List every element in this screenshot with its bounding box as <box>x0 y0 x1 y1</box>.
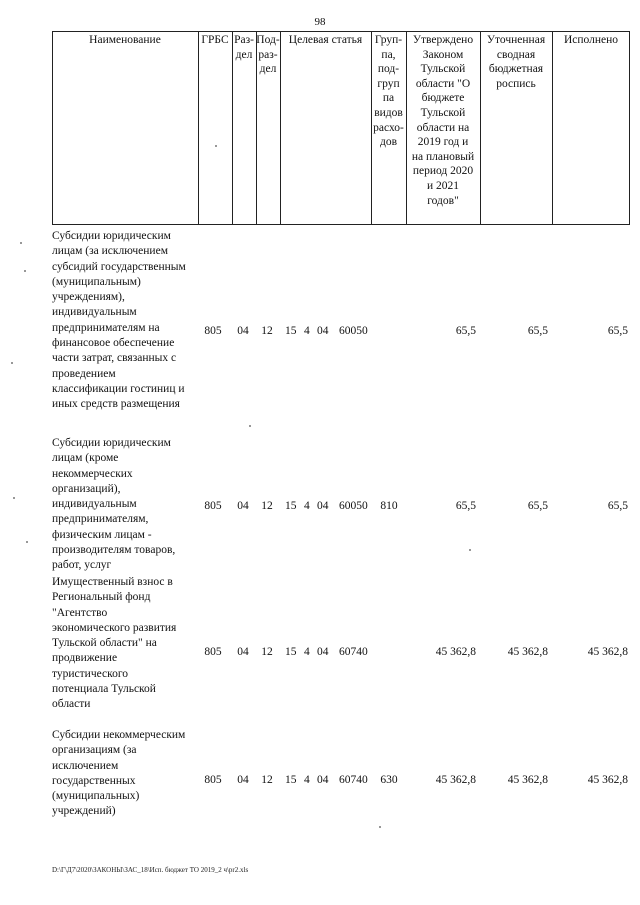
row-3-target-program: 15 <box>285 646 297 658</box>
row-name-line: области <box>52 698 91 711</box>
header-group-line: видов <box>374 106 403 119</box>
scan-speck <box>249 425 251 427</box>
row-3-target-event: 04 <box>317 646 329 658</box>
row-name-line: исключением <box>52 759 119 772</box>
row-3-executed: 45 362,8 <box>587 646 628 658</box>
row-4-razdel: 04 <box>237 774 249 786</box>
scan-speck <box>26 541 28 543</box>
row-name-line: предпринимателям на <box>52 321 160 334</box>
header-grbs: ГРБС <box>201 34 229 46</box>
row-name-line: части затрат, связанных с <box>52 352 177 365</box>
header-group-line: под- <box>377 63 400 76</box>
row-name-line: учреждений) <box>52 805 116 818</box>
row-2-razdel: 04 <box>237 500 249 512</box>
row-1-razdel: 04 <box>237 325 249 337</box>
header-approved-line: годов" <box>427 194 459 207</box>
row-name-line: предпринимателям, <box>52 513 149 526</box>
scan-speck <box>379 826 381 828</box>
row-4-target-event: 04 <box>317 774 329 786</box>
row-4-executed: 45 362,8 <box>587 774 628 786</box>
row-name-line: иных средств размещения <box>52 398 180 411</box>
header-group-line: расхо- <box>373 121 404 134</box>
header-approved-line: Тульской <box>420 63 466 76</box>
row-name-line: работ, услуг <box>52 559 112 572</box>
header-approved-line: на плановый <box>411 150 475 163</box>
row-1-target-program: 15 <box>285 325 297 337</box>
row-4-podrazdel: 12 <box>261 774 273 786</box>
row-2-approved: 65,5 <box>455 500 476 512</box>
header-razdel-line: дел <box>235 48 253 61</box>
row-2-podrazdel: 12 <box>261 500 273 512</box>
header-approved-line: Тульской <box>420 106 466 119</box>
row-name-line: потенциала Тульской <box>52 683 156 696</box>
row-1-name <box>52 229 200 413</box>
row-1-target-subprogram: 4 <box>304 325 310 337</box>
row-3-target-subprogram: 4 <box>304 646 310 658</box>
row-name-line: "Агентство <box>52 606 108 619</box>
header-approved-line: Законом <box>422 48 464 61</box>
row-2-refined: 65,5 <box>527 500 548 512</box>
header-approved-line: период 2020 <box>412 165 474 178</box>
row-name-line: Региональный фонд <box>52 591 151 604</box>
page-number: 98 <box>314 16 326 28</box>
header-approved-line: 2019 год и <box>417 136 469 149</box>
header-approved-line: Утверждено <box>412 34 474 46</box>
row-2-vid: 810 <box>380 500 398 512</box>
row-3-target-direction: 60740 <box>339 646 368 658</box>
header-group-line: па, <box>381 48 396 61</box>
row-name-line: производителям товаров, <box>52 544 176 557</box>
row-name-line: (муниципальных) <box>52 790 140 803</box>
header-razdel <box>232 33 256 62</box>
header-divider <box>280 31 281 224</box>
row-name-line: организаций), <box>52 482 121 495</box>
header-approved-line: бюджете <box>421 92 465 105</box>
row-name-line: индивидуальным <box>52 306 137 319</box>
row-3-name <box>52 575 200 713</box>
row-2-executed: 65,5 <box>607 500 628 512</box>
row-4-refined: 45 362,8 <box>507 774 548 786</box>
row-name-line: государственных <box>52 774 136 787</box>
header-group-line: па <box>382 92 395 105</box>
row-name-line: субсидий государственным <box>52 260 186 273</box>
row-name-line: (муниципальным) <box>52 275 141 288</box>
row-1-target-direction: 60050 <box>339 325 368 337</box>
row-name-line: физическим лицам - <box>52 528 152 541</box>
row-name-line: продвижение <box>52 652 118 665</box>
header-approved-line: и 2021 <box>426 179 460 192</box>
header-refined <box>480 33 552 91</box>
header-divider <box>552 31 553 224</box>
header-refined-line: роспись <box>496 77 536 90</box>
row-2-name <box>52 436 200 574</box>
header-target: Целевая статья <box>288 34 363 46</box>
header-podrazdel-line: Под- <box>256 34 280 46</box>
row-2-target-direction: 60050 <box>339 500 368 512</box>
row-name-line: Субсидии юридическим <box>52 437 171 449</box>
file-path-footer: D:\Г\Д7\2020\ЗАКОНЫ\ЗАС_18\Исп. бюджет ТО 2019_2 ч\pr2.xls <box>52 866 249 874</box>
header-group-line: Груп- <box>374 34 403 46</box>
row-3-refined: 45 362,8 <box>507 646 548 658</box>
row-name-line: Субсидии юридическим <box>52 230 171 242</box>
row-2-target-subprogram: 4 <box>304 500 310 512</box>
row-4-target-program: 15 <box>285 774 297 786</box>
row-2-target-program: 15 <box>285 500 297 512</box>
header-razdel-line: Раз- <box>234 34 254 46</box>
row-name-line: классификации гостиниц и <box>52 382 185 395</box>
row-1-podrazdel: 12 <box>261 325 273 337</box>
header-refined-line: бюджетная <box>488 63 544 76</box>
row-name-line: некоммерческих <box>52 467 133 480</box>
row-4-name <box>52 728 200 820</box>
header-podrazdel-line: дел <box>259 63 277 76</box>
scan-speck <box>469 549 471 551</box>
scan-speck <box>20 242 22 244</box>
row-name-line: индивидуальным <box>52 498 137 511</box>
row-4-grbs: 805 <box>204 774 222 786</box>
row-name-line: организациям (за <box>52 744 137 757</box>
header-podrazdel-line: раз- <box>258 48 278 61</box>
header-executed: Исполнено <box>563 34 619 46</box>
row-4-vid: 630 <box>380 774 398 786</box>
scan-speck <box>24 270 26 272</box>
header-refined-line: Уточненная <box>486 34 546 46</box>
header-refined-line: сводная <box>496 48 536 61</box>
row-4-target-direction: 60740 <box>339 774 368 786</box>
row-name-line: финансовое обеспечение <box>52 337 175 350</box>
row-3-podrazdel: 12 <box>261 646 273 658</box>
scan-speck <box>13 497 15 499</box>
header-approved <box>406 33 480 208</box>
header-group <box>371 33 406 150</box>
header-group-line: дов <box>379 136 398 149</box>
scan-speck <box>11 362 13 364</box>
row-name-line: туристического <box>52 667 129 680</box>
row-1-executed: 65,5 <box>607 325 628 337</box>
header-group-line: груп <box>377 77 400 90</box>
row-3-approved: 45 362,8 <box>435 646 476 658</box>
header-approved-line: области на <box>416 121 470 134</box>
row-2-grbs: 805 <box>204 500 222 512</box>
row-name-line: Субсидии некоммерческим <box>52 729 186 741</box>
row-name-line: экономического развития <box>52 621 177 634</box>
row-4-approved: 45 362,8 <box>435 774 476 786</box>
row-name-line: учреждениям), <box>52 291 125 304</box>
row-3-grbs: 805 <box>204 646 222 658</box>
row-1-refined: 65,5 <box>527 325 548 337</box>
row-1-grbs: 805 <box>204 325 222 337</box>
row-1-target-event: 04 <box>317 325 329 337</box>
row-name-line: Тульской области" на <box>52 637 157 650</box>
row-name-line: лицам (за исключением <box>52 245 168 258</box>
header-divider <box>198 31 199 224</box>
row-name-line: Имущественный взнос в <box>52 576 173 588</box>
row-2-target-event: 04 <box>317 500 329 512</box>
row-3-razdel: 04 <box>237 646 249 658</box>
header-name: Наименование <box>89 34 161 46</box>
row-4-target-subprogram: 4 <box>304 774 310 786</box>
row-1-approved: 65,5 <box>455 325 476 337</box>
header-podrazdel <box>256 33 280 77</box>
header-approved-line: области "О <box>415 77 471 90</box>
row-name-line: лицам (кроме <box>52 452 119 465</box>
row-name-line: проведением <box>52 367 116 380</box>
scan-speck <box>215 145 217 147</box>
